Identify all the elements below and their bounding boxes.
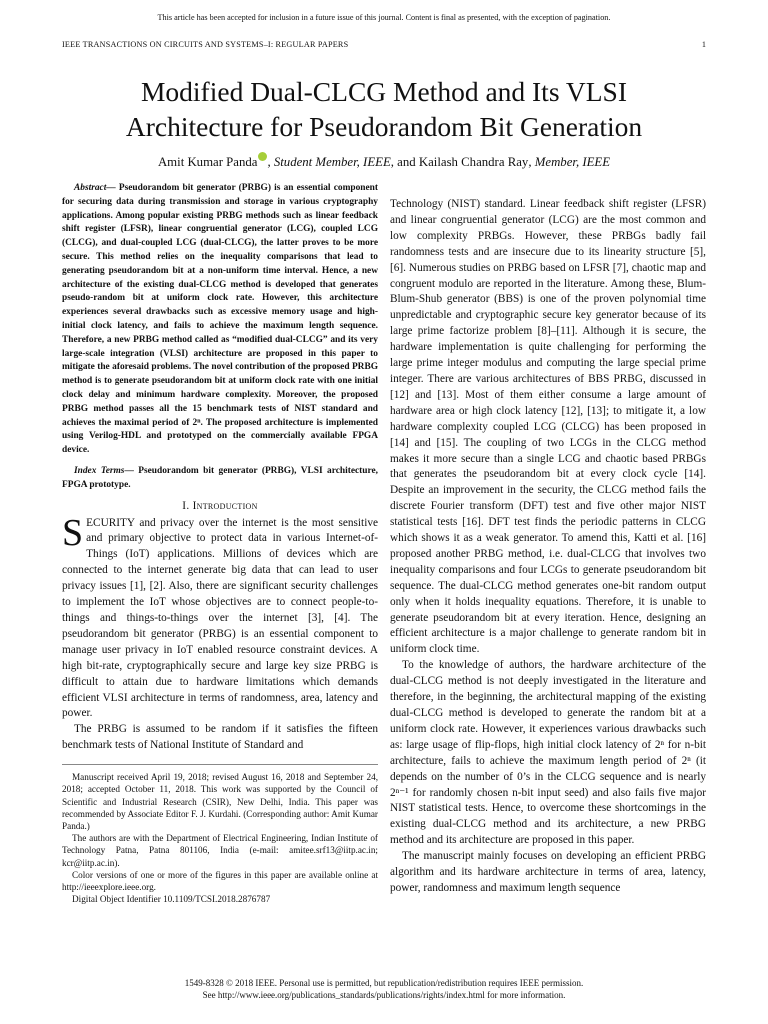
author-1-name: Amit Kumar Panda xyxy=(157,155,258,169)
abstract-lead: Abstract xyxy=(74,183,107,193)
abstract xyxy=(62,182,378,458)
section-heading-introduction: I. Introduction xyxy=(182,499,258,512)
author-line xyxy=(40,152,728,170)
index-terms xyxy=(62,465,378,493)
title-line-2: Architecture for Pseudorandom Bit Generation xyxy=(125,111,643,142)
rights-url-line: See http://www.ieee.org/publications_standards/publications/rights/index.html for more information. xyxy=(202,990,566,1000)
intro-paragraph-2: The PRBG is assumed to be random if it satisfies the fifteen benchmark tests of National Institute of Standard and xyxy=(62,723,378,752)
title-line-1: Modified Dual-CLCG Method and Its VLSI xyxy=(140,76,628,107)
author-2-name: Kailash Chandra Ray xyxy=(418,155,529,169)
author-conjunction: , and xyxy=(390,155,419,169)
left-column xyxy=(62,182,378,905)
right-paragraph-2: To the knowledge of authors, the hardware architecture of the dual-CLCG method is not deeply investigated in the literature and therefore, in the beginning, the architectural mapping of the existing dual-CLCG method is developed to generate the random bit at a uniform clock rate. However, it experiences various drawbacks such as: large usage of flip-flops, high initial clock latency of 2ⁿ for n-bit architecture, fails to achieve the maximum length period of 2ⁿ (it depends on the number of 0’s in the CLCG sequence and is nearly 2ⁿ⁻¹ for randomly chosen n-bit input seed) and also fails five major NIST statistical tests. Hence, to overcome these shortcomings in the existing dual-CLCG method and its architecture, a new PRBG method and its architecture are proposed in this paper. xyxy=(390,659,706,847)
copyright-line: 1549-8328 © 2018 IEEE. Personal use is permitted, but republication/redistribution requires IEEE permission. xyxy=(184,978,584,988)
running-head: IEEE TRANSACTIONS ON CIRCUITS AND SYSTEMS–I: REGULAR PAPERS xyxy=(62,40,349,49)
intro-paragraph-1-text: ECURITY and privacy over the internet is the most sensitive and primary objective to protect data in various Internet-of-Things (IoT) applications. Millions of devices which are connected to the internet generate big data that can lead to user privacy issues [1], [2]. Also, there are significant security challenges to implement the IoT whose objectives are to connect people-to-things and things-to-things over the internet [3], [4]. The pseudorandom bit generator (PRBG) is an essential component to manage user privacy in IoT enabled resource constraint devices. A high bit-rate, cryptographically secure and large key size PRBG is difficult to attain due to hardware limitations which demands efficient VLSI architecture in terms of randomness, area, latency and power. xyxy=(62,516,378,720)
footnote-affiliation: The authors are with the Department of Electrical Engineering, Indian Institute of Technology Patna, Patna 801106, India (e-mail: amitee.srf13@iitp.ac.in; kcr@iitp.ac.in). xyxy=(62,833,378,868)
acceptance-banner: This article has been accepted for inclusion in a future issue of this journal. Content is final as presented, with the exception of pagination. xyxy=(157,13,611,22)
footnotes xyxy=(62,764,378,905)
drop-cap: S xyxy=(62,511,84,554)
index-terms-body: — Pseudorandom bit generator (PRBG), VLSI architecture, FPGA prototype. xyxy=(62,465,378,490)
right-paragraph-3: The manuscript mainly focuses on developing an efficient PRBG algorithm and its hardware architecture in terms of area, latency, power, randomness and maximum length sequence xyxy=(390,850,706,894)
paper-title xyxy=(40,74,728,144)
abstract-body: — Pseudorandom bit generator (PRBG) is an essential component for securing data during transmission and storage in various cryptography applications. Among popular existing PRBG methods such as linear feedback shift register (LFSR), linear congruential generator (LCG), coupled LCG (CLCG), and dual-coupled LCG (dual-CLCG), the latter proves to be more secure. This method relies on the inequality comparisons that lead to generating pseudorandom bit at a non-uniform time interval. Hence, a new architecture of the existing dual-CLCG method is developed that generates pseudo-random bit at uniform clock rate. However, this architecture experiences several drawbacks such as excessive memory usage and high-initial clock latency, and fails to achieve the maximum length sequence. Therefore, a new PRBG method called as “modified dual-CLCG” and its very large-scale integration (VLSI) architecture are proposed in this paper to mitigate the aforesaid problems. The novel contribution of the proposed PRBG method is to generate pseudorandom bit at uniform clock rate with one initial clock delay and minimum hardware complexity. Moreover, the proposed PRBG method passes all the 15 benchmark tests of NIST standard and achieves the maximal period of 2ⁿ. The proposed architecture is implemented using Verilog-HDL and prototyped on the commercially available FPGA device. xyxy=(62,183,378,456)
index-terms-lead: Index Terms xyxy=(74,465,125,476)
footnote-doi: Digital Object Identifier 10.1109/TCSI.2018.2876787 xyxy=(72,894,271,905)
footnote-color-versions: Color versions of one or more of the figures in this paper are available online at http://ieeexplore.ieee.org. xyxy=(62,869,378,892)
author-1-role: , Student Member, IEEE xyxy=(267,155,391,169)
right-paragraph-1: Technology (NIST) standard. Linear feedback shift register (LFSR) and linear congruential generator (LCG) are the most common and low complexity PRBGs. However, these PRBGs badly fail randomness tests and are insecure due to its linearity structure [5], [6]. Numerous studies on PRBG based on LFSR [7], chaotic map and congruent modulo are reported in the literature. Among these, Blum-Blum-Shub generator (BBS) is one of the proven polynomial time unpredictable and cryptographic secure key generator because of its large prime factorize problem [8]–[11]. Although it is secure, the hardware implementation is quite challenging for performing the large prime integer modulus and computing the large special prime integer. There are various architectures of BBS PRBG, discussed in [12] and [13]. Most of them either consume a large amount of hardware area or high clock latency [12], [13]; to mitigate it, a low hardware complexity coupled LCG (CLCG) has been proposed in [14] and [15]. The coupling of two LCGs in the CLCG method makes it more secure than a single LCG and chaotic based PRBGs that generates the pseudorandom bit at every clock cycle [14]. Despite an improvement in the security, the CLCG method fails the discrete Fourier transform (DFT) test and five other major NIST statistical tests [16]. DFT test finds the periodic patterns in CLCG which shows it as a weak generator. To amend this, Katti et al. [16] proposed another PRBG method, i.e. dual-CLCG that involves two inequality comparisons and four LCGs to generate pseudorandom bit sequence. The dual-CLCG method generates one-bit random output only when it holds inequality equations. Therefore, it is unable to generate pseudorandom bit at every iteration. Hence, designing an efficient architecture is a major challenge to generate random bit in uniform clock time. xyxy=(390,198,706,656)
footnote-manuscript: Manuscript received April 19, 2018; revised August 16, 2018 and September 24, 2018; accepted October 11, 2018. This work was supported by the Council of Scientific and Industrial Research (CSIR), New Delhi, India. This paper was recommended by Associate Editor F. J. Kurdahi. (Corresponding author: Amit Kumar Panda.) xyxy=(62,772,378,831)
intro-paragraph-1 xyxy=(62,511,378,723)
author-2-role: , Member, IEEE xyxy=(528,155,611,169)
right-column xyxy=(390,197,706,897)
page-number: 1 xyxy=(701,40,706,49)
